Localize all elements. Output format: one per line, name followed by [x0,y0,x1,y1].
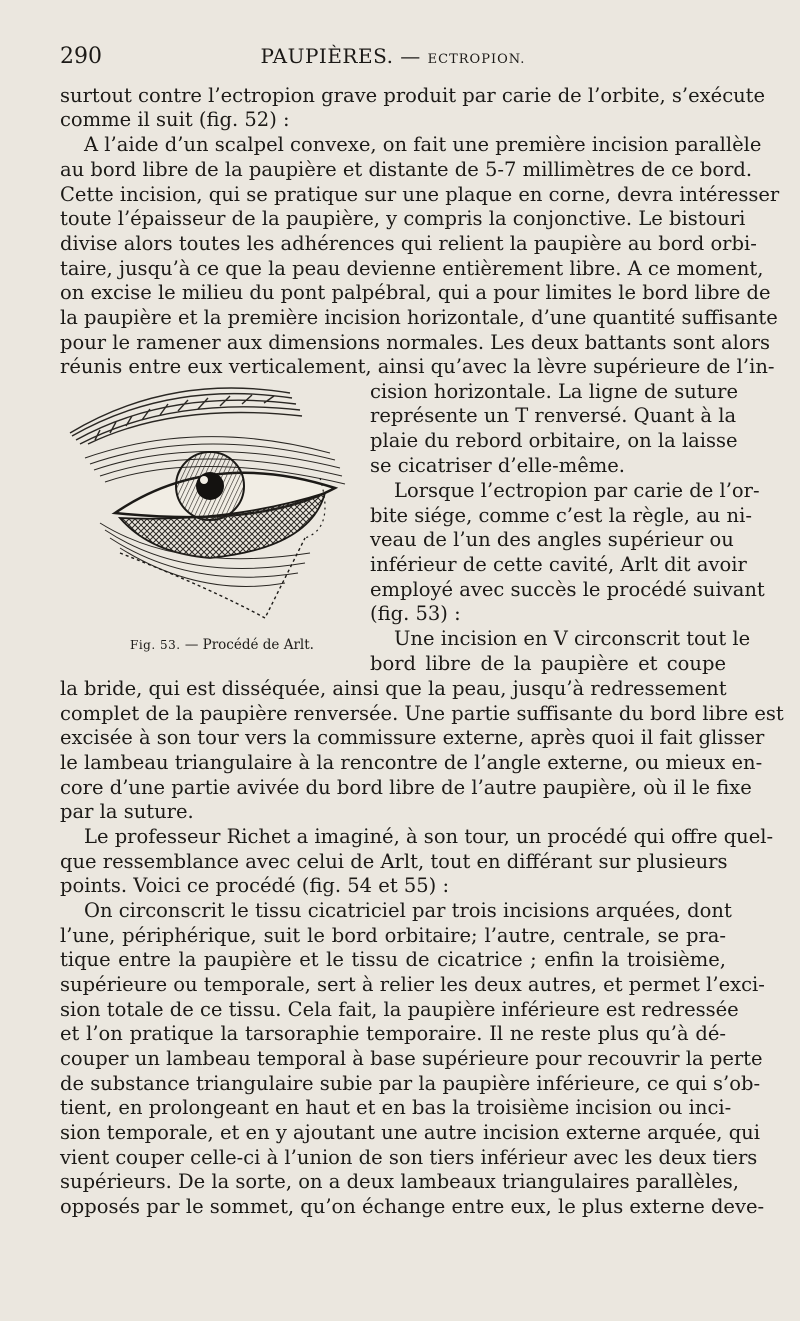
text-line: surtout contre l’ectropion grave produit par carie de l’orbite, s’exécute [60,84,766,107]
text-line: sion totale de ce tissu. Cela fait, la paupière inférieure est redressée [60,998,739,1021]
text-line: cision horizontale. La ligne de suture [370,380,739,403]
figure-caption [130,637,314,653]
text-line: Lorsque l’ectropion par carie de l’or- [394,479,760,502]
text-line: vient couper celle-ci à l’union de son tiers inférieur avec les deux tiers [60,1146,758,1169]
text-line: comme il suit (fig. 52) : [60,108,290,131]
text-line: représente un T renversé. Quant à la [370,404,737,427]
figure-caption-text: — Procédé de Arlt. [180,637,314,653]
text-line: au bord libre de la paupière et distante de 5-7 millimètres de ce bord. [60,158,753,181]
eye-illustration [60,378,355,633]
text-line: l’une, périphérique, suit le bord orbitaire; l’autre, centrale, se pra- [60,924,726,947]
text-line: tient, en prolongeant en haut et en bas la troisième incision ou inci- [60,1096,732,1119]
text-line: réunis entre eux verticalement, ainsi qu’avec la lèvre supérieure de l’in- [60,355,775,378]
text-line: sion temporale, et en y ajoutant une autre incision externe arquée, qui [60,1121,760,1144]
text-line: couper un lambeau temporal à base supérieure pour recouvrir la perte [60,1047,763,1070]
text-line: points. Voici ce procédé (fig. 54 et 55) : [60,874,450,897]
text-line: employé avec succès le procédé suivant [370,578,765,601]
text-line: toute l’épaisseur de la paupière, y compris la conjonctive. Le bistouri [60,207,746,230]
text-line: pour le ramener aux dimensions normales. Les deux battants sont alors [60,331,770,354]
text-line: excisée à son tour vers la commissure externe, après quoi il fait glisser [60,726,765,749]
text-line: la paupière et la première incision horizontale, d’une quantité suffisante [60,306,778,329]
text-line: Le professeur Richet a imaginé, à son tour, un procédé qui offre quel- [84,825,774,848]
text-line: et l’on pratique la tarsoraphie temporaire. Il ne reste plus qu’à dé- [60,1022,726,1045]
running-head [60,44,726,68]
text-line: supérieurs. De la sorte, on a deux lambeaux triangulaires parallèles, [60,1170,739,1193]
text-line: Une incision en V circonscrit tout le [394,627,751,650]
text-line: par la suture. [60,800,194,823]
text-line: le lambeau triangulaire à la rencontre de l’angle externe, ou mieux en- [60,751,763,774]
text-line: la bride, qui est disséquée, ainsi que la peau, jusqu’à redressement [60,677,727,700]
text-line: Cette incision, qui se pratique sur une plaque en corne, devra intéresser [60,183,780,206]
text-line: opposés par le sommet, qu’on échange entre eux, le plus externe deve- [60,1195,765,1218]
text-line: taire, jusqu’à ce que la peau devienne entièrement libre. A ce moment, [60,257,764,280]
text-line: supérieure ou temporale, sert à relier les deux autres, et permet l’exci- [60,973,765,996]
text-line: bord libre de la paupière et coupe [370,652,726,675]
text-line: plaie du rebord orbitaire, on la laisse [370,429,738,452]
page-number: 290 [60,44,102,69]
figure-label: Fig. 53. [130,638,181,652]
text-line: divise alors toutes les adhérences qui relient la paupière au bord orbi- [60,232,757,255]
text-line: complet de la paupière renversée. Une partie suffisante du bord libre est [60,702,784,725]
running-title: PAUPIÈRES. — [260,44,428,68]
text-line: bite siége, comme c’est la règle, au ni- [370,504,752,527]
text-line: On circonscrit le tissu cicatriciel par trois incisions arquées, dont [84,899,732,922]
text-line: tique entre la paupière et le tissu de cicatrice ; enfin la troisième, [60,948,726,971]
page-header [60,44,726,74]
text-line: veau de l’un des angles supérieur ou [370,528,734,551]
running-subtitle: ECTROPION. [427,52,526,67]
text-line: que ressemblance avec celui de Arlt, tout en différant sur plusieurs [60,850,728,873]
text-line: on excise le milieu du pont palpébral, qui a pour limites le bord libre de [60,281,771,304]
text-line: core d’une partie avivée du bord libre de l’autre paupière, où il le fixe [60,776,752,799]
text-line: (fig. 53) : [370,602,461,625]
text-line: A l’aide d’un scalpel convexe, on fait une première incision parallèle [84,133,762,156]
text-line: inférieur de cette cavité, Arlt dit avoir [370,553,747,576]
text-line: de substance triangulaire subie par la paupière inférieure, ce qui s’ob- [60,1072,761,1095]
text-line: se cicatriser d’elle-même. [370,454,625,477]
